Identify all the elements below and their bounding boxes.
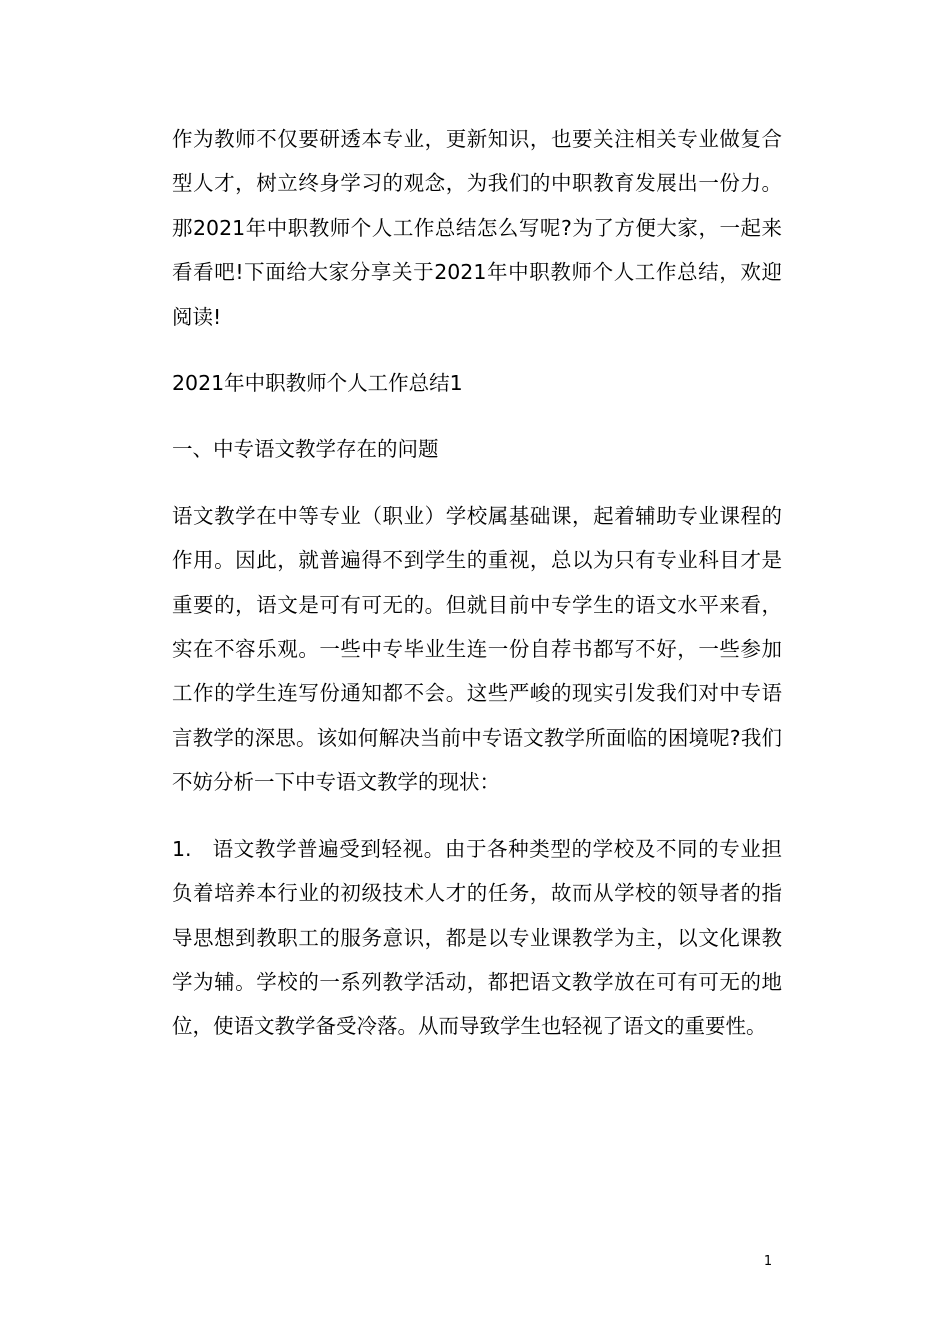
page-number: 1	[763, 1254, 773, 1269]
subsection-heading: 一、中专语文教学存在的问题	[172, 437, 439, 462]
list-item-text: 语文教学普遍受到轻视。由于各种类型的学校及不同的专业担负着培养本行业的初级技术人才的任务，故而从学校的领导者的指导思想到教职工的服务意识，都是以专业课教学为主，以文化课教学为辅。学校的一系列教学活动，都把语文教学放在可有可无的地位，使语文教学备受冷落。从而导致学生也轻视了语文的重要性。	[172, 836, 782, 1039]
body-paragraph: 语文教学在中等专业（职业）学校属基础课，起着辅助专业课程的作用。因此，就普遍得不到学生的重视，总以为只有专业科目才是重要的，语文是可有可无的。但就目前中专学生的语文水平来看，实在不容乐观。一些中专毕业生连一份自荐书都写不好，一些参加工作的学生连写份通知都不会。这些严峻的现实引发我们对中专语言教学的深思。该如何解决当前中专语文教学所面临的困境呢?我们不妨分析一下中专语文教学的现状：	[172, 503, 782, 795]
intro-paragraph: 作为教师不仅要研透本专业，更新知识，也要关注相关专业做复合型人才，树立终身学习的观念，为我们的中职教育发展出一份力。那2021年中职教师个人工作总结怎么写呢?为了方便大家，一起来看看吧!下面给大家分享关于2021年中职教师个人工作总结，欢迎阅读!	[172, 127, 782, 329]
section-title: 2021年中职教师个人工作总结1	[172, 371, 463, 396]
list-item-number: 1.	[172, 836, 192, 861]
list-item	[172, 827, 782, 1049]
document-body	[172, 117, 782, 1049]
